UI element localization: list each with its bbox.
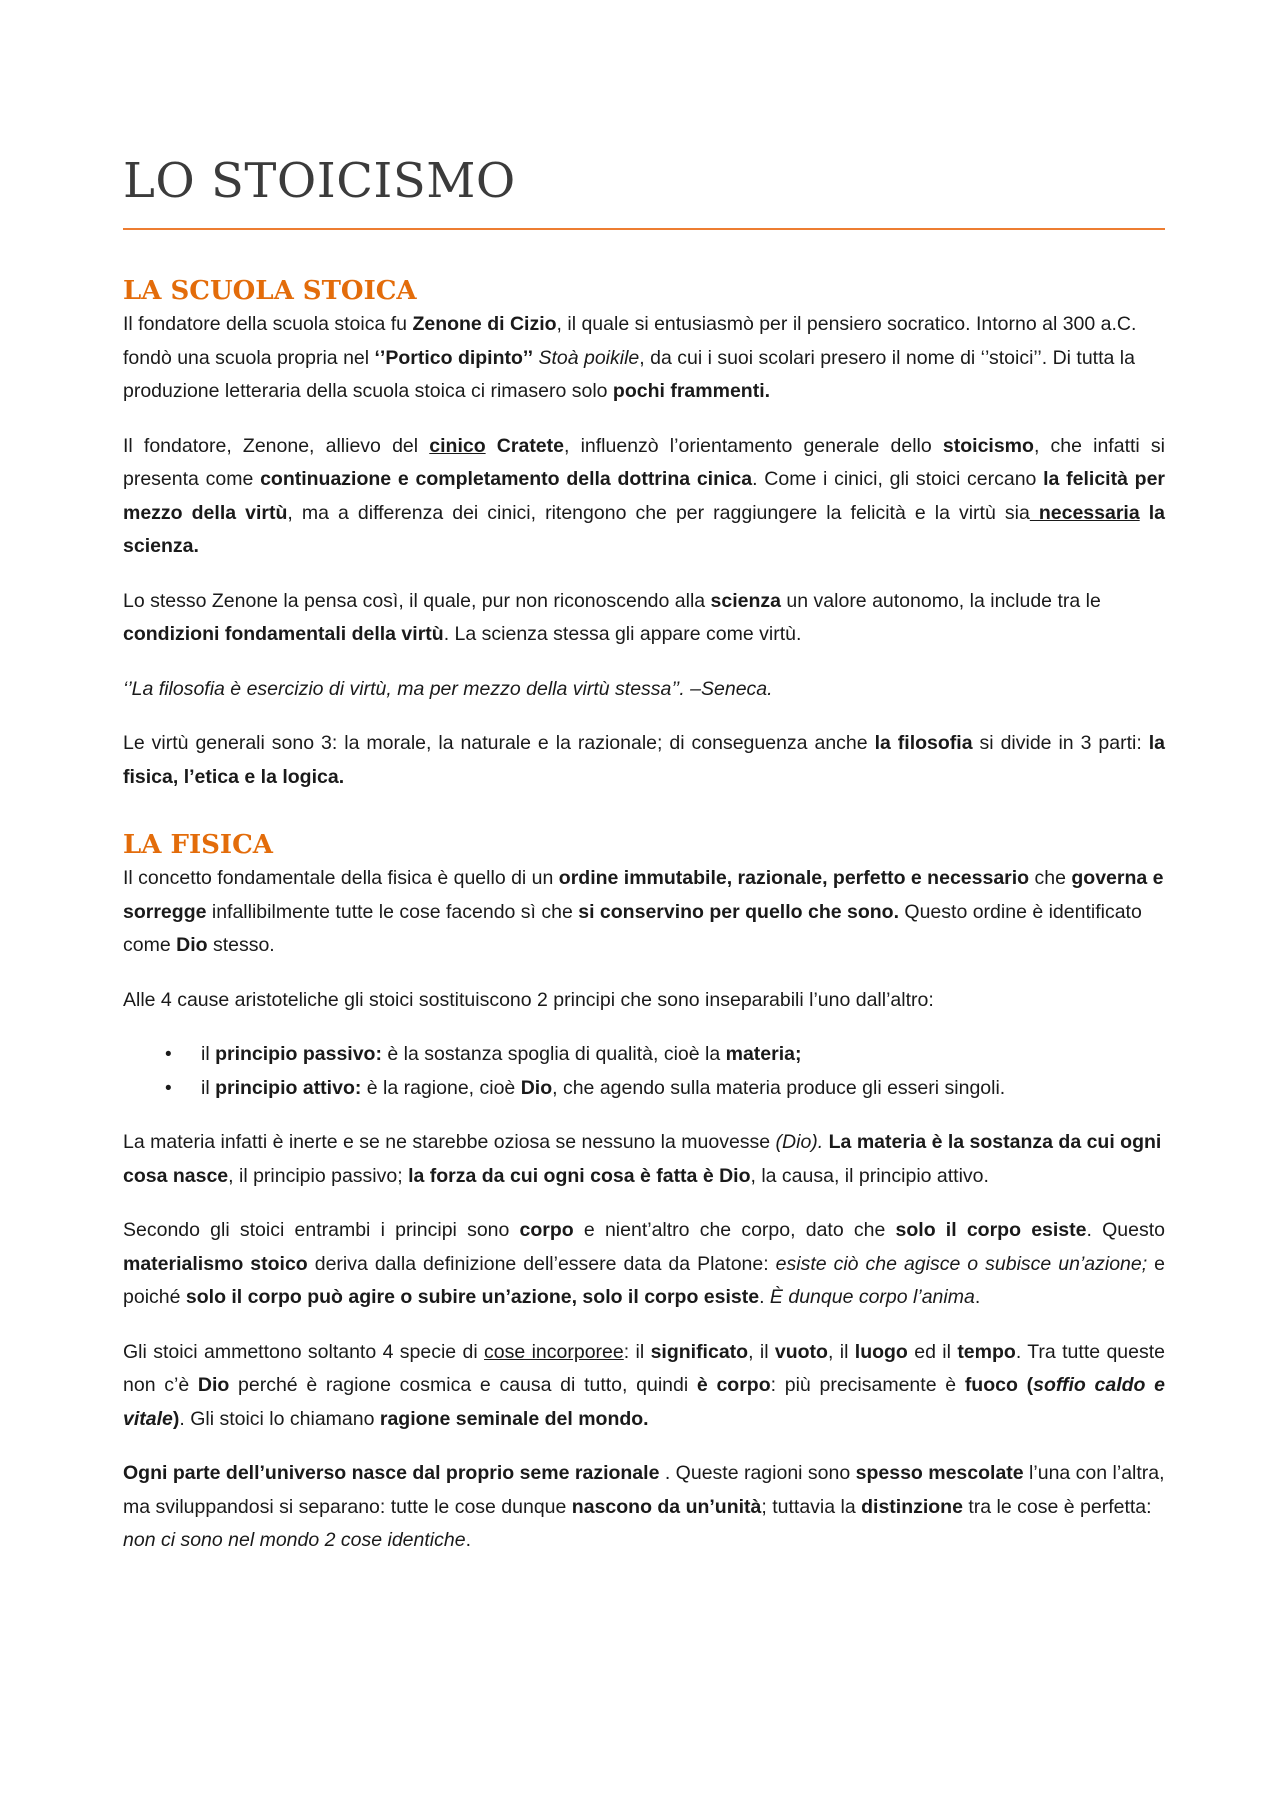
text-run: Le virtù generali sono 3: la morale, la naturale e la razionale; di conseguenza anche bbox=[123, 732, 875, 754]
text-run: l’una con l’altra, ma sviluppandosi si separano: tutte le cose dunque bbox=[123, 1462, 1165, 1518]
list-item-text bbox=[201, 1077, 1005, 1099]
paragraph bbox=[123, 1336, 1165, 1437]
text-run: continuazione e completamento della dottrina cinica bbox=[260, 468, 753, 490]
text-run: Questo ordine è identificato come bbox=[123, 900, 1142, 956]
paragraph bbox=[123, 984, 1165, 1018]
text-run: tempo bbox=[957, 1340, 1016, 1363]
text-run: (Dio). bbox=[775, 1131, 824, 1153]
text-run: si divide in 3 parti: bbox=[972, 732, 1149, 754]
paragraph bbox=[123, 1214, 1165, 1315]
text-run: , che infatti si presenta come bbox=[123, 434, 1165, 490]
text-run: stesso. bbox=[207, 934, 275, 956]
text-run: solo il corpo può agire o subire un’azione, solo il corpo esiste bbox=[185, 1286, 760, 1308]
text-run: , il bbox=[748, 1340, 775, 1363]
text-run: . Come i cinici, gli stoici cercano bbox=[752, 468, 1044, 490]
list-item-text bbox=[201, 1043, 801, 1065]
text-run: e poiché bbox=[123, 1252, 1166, 1308]
text-run: distinzione bbox=[861, 1495, 963, 1518]
text-run: , influenzò l’orientamento generale dello bbox=[564, 434, 943, 457]
text-run: soffio caldo e vitale bbox=[123, 1374, 1166, 1430]
text-run: . bbox=[974, 1286, 981, 1308]
text-run: Ogni parte dell’universo nasce dal proprio seme razionale bbox=[123, 1462, 660, 1484]
text-run: : il bbox=[623, 1340, 651, 1363]
text-run: pochi frammenti. bbox=[612, 380, 771, 402]
section-heading-scuola-stoica: LA SCUOLA STOICA bbox=[123, 276, 417, 306]
list-item bbox=[123, 1072, 1165, 1106]
text-run: scienza bbox=[710, 589, 782, 612]
list-item bbox=[123, 1038, 1165, 1072]
text-run: materia; bbox=[725, 1043, 802, 1065]
text-run bbox=[1140, 502, 1149, 524]
text-run: . Tra tutte queste non c’è bbox=[123, 1340, 1165, 1396]
paragraph bbox=[123, 862, 1165, 963]
quote-paragraph bbox=[123, 673, 1165, 707]
text-run: la filosofia bbox=[874, 732, 973, 754]
text-run: deriva dalla definizione dell’essere data da Platone: bbox=[307, 1252, 776, 1275]
text-run: il bbox=[201, 1043, 216, 1065]
text-run: spesso mescolate bbox=[855, 1462, 1024, 1484]
text-run: governa e sorregge bbox=[123, 867, 1164, 923]
document-title: LO STOICISMO bbox=[123, 153, 516, 209]
text-run: perché è ragione cosmica e causa di tutto, quindi bbox=[229, 1374, 697, 1396]
text-run: ‘’La filosofia è esercizio di virtù, ma per mezzo della virtù stessa’’. –Seneca. bbox=[123, 677, 773, 700]
text-run: Dio bbox=[520, 1076, 553, 1099]
text-run: e nient’altro che corpo, dato che bbox=[573, 1219, 896, 1241]
paragraph bbox=[123, 1126, 1165, 1193]
title-underline bbox=[123, 228, 1165, 230]
text-run: È dunque corpo l’anima bbox=[769, 1286, 975, 1308]
text-run: : più precisamente è bbox=[770, 1374, 965, 1396]
text-run: la scienza. bbox=[123, 501, 1166, 557]
text-run: corpo bbox=[519, 1219, 574, 1241]
text-run: stoicismo bbox=[942, 434, 1034, 457]
document-page bbox=[123, 150, 1165, 1579]
text-run: Il concetto fondamentale della fisica è quello di un bbox=[123, 867, 559, 889]
paragraph bbox=[123, 727, 1165, 794]
text-run: Alle 4 cause aristoteliche gli stoici sostituiscono 2 principi che sono inseparabili l’uno dall’altro: bbox=[123, 988, 934, 1011]
text-run: . Gli stoici lo chiamano bbox=[179, 1407, 380, 1430]
text-run: infallibilmente tutte le cose facendo sì che bbox=[206, 900, 579, 923]
text-run: , che agendo sulla materia produce gli esseri singoli. bbox=[552, 1076, 1006, 1099]
principles-list bbox=[123, 1038, 1165, 1105]
text-run: . La scienza stessa gli appare come virtù. bbox=[443, 623, 802, 645]
text-run: Dio bbox=[176, 934, 208, 956]
text-run: la fisica, l’etica e la logica. bbox=[123, 732, 1165, 788]
text-run: condizioni fondamentali della virtù bbox=[123, 623, 444, 645]
text-run: Il fondatore, Zenone, allievo del bbox=[123, 434, 430, 457]
text-run: luogo bbox=[854, 1340, 908, 1363]
text-run: nascono da un’unità bbox=[571, 1495, 762, 1518]
text-run: ; tuttavia la bbox=[761, 1495, 862, 1518]
text-run: cinico bbox=[429, 434, 486, 457]
text-run: che bbox=[1029, 867, 1072, 889]
text-run: ragione seminale del mondo. bbox=[379, 1407, 649, 1430]
text-run: Il fondatore della scuola stoica fu bbox=[123, 313, 413, 335]
text-run: Cratete bbox=[496, 434, 564, 457]
text-run: Zenone di Cizio bbox=[412, 313, 557, 335]
text-run: significato bbox=[650, 1340, 749, 1363]
text-run: Dio bbox=[197, 1374, 230, 1396]
paragraph bbox=[123, 308, 1165, 409]
text-run: il bbox=[201, 1076, 216, 1099]
bullet-icon: • bbox=[165, 1077, 172, 1099]
text-run: la felicità per mezzo della virtù bbox=[123, 468, 1166, 524]
text-run: fuoco ( bbox=[964, 1374, 1034, 1396]
text-run: un valore autonomo, la include tra le bbox=[781, 589, 1101, 612]
text-run: La materia infatti è inerte e se ne starebbe oziosa se nessuno la muovesse bbox=[123, 1131, 776, 1153]
text-run: La materia è la sostanza da cui ogni cosa nasce bbox=[123, 1131, 1162, 1187]
text-run: Gli stoici ammettono soltanto 4 specie di bbox=[123, 1340, 485, 1363]
text-run: principio attivo: bbox=[215, 1076, 362, 1099]
text-run: la forza da cui ogni cosa è fatta è Dio bbox=[408, 1164, 751, 1187]
text-run: ‘’Portico dipinto’’ bbox=[374, 346, 534, 369]
text-run: , il principio passivo; bbox=[228, 1164, 409, 1187]
text-run: . bbox=[465, 1529, 471, 1551]
text-run: , la causa, il principio attivo. bbox=[750, 1164, 989, 1187]
text-run: vuoto bbox=[774, 1340, 828, 1363]
text-run: necessaria bbox=[1029, 501, 1140, 524]
text-run: esiste ciò che agisce o subisce un’azione; bbox=[775, 1252, 1148, 1275]
paragraph bbox=[123, 1457, 1165, 1558]
text-run: è la ragione, cioè bbox=[361, 1076, 521, 1099]
text-run: cose incorporee bbox=[484, 1340, 624, 1363]
paragraph bbox=[123, 585, 1165, 652]
text-run: . Queste ragioni sono bbox=[659, 1462, 856, 1484]
text-run: , ma a differenza dei cinici, ritengono che per raggiungere la felicità e la virtù sia bbox=[287, 501, 1030, 524]
text-run: ed il bbox=[907, 1340, 958, 1363]
text-run: . bbox=[759, 1286, 770, 1308]
text-run: ordine immutabile, razionale, perfetto e necessario bbox=[558, 867, 1030, 889]
text-run: , il quale si entusiasmò per il pensiero socratico. Intorno al 300 a.C. fondò una scuola propria nel bbox=[123, 313, 1137, 369]
text-run: è la sostanza spoglia di qualità, cioè la bbox=[381, 1043, 726, 1065]
text-run bbox=[486, 435, 497, 457]
text-run: Secondo gli stoici entrambi i principi sono bbox=[123, 1219, 520, 1241]
bullet-icon: • bbox=[165, 1044, 172, 1065]
text-run: è corpo bbox=[696, 1374, 771, 1396]
text-run: , da cui i suoi scolari presero il nome di ‘’stoici’’. Di tutta la produzione letteraria della scuola stoica ci rimasero solo bbox=[123, 346, 1135, 402]
text-run: ) bbox=[172, 1407, 180, 1430]
text-run: non ci sono nel mondo 2 cose identiche bbox=[123, 1529, 466, 1551]
text-run: Lo stesso Zenone la pensa così, il quale, pur non riconoscendo alla bbox=[123, 589, 711, 612]
text-run: Stoà poikile bbox=[538, 346, 640, 369]
section-heading-fisica: LA FISICA bbox=[123, 830, 273, 860]
text-run: si conservino per quello che sono. bbox=[578, 900, 899, 923]
text-run: tra le cose è perfetta: bbox=[962, 1495, 1152, 1518]
paragraph bbox=[123, 430, 1165, 564]
text-run: solo il corpo esiste bbox=[895, 1219, 1087, 1241]
text-run: principio passivo: bbox=[215, 1043, 382, 1065]
text-run: materialismo stoico bbox=[123, 1252, 308, 1275]
text-run: , il bbox=[827, 1340, 855, 1363]
text-run: . Questo bbox=[1086, 1219, 1165, 1241]
